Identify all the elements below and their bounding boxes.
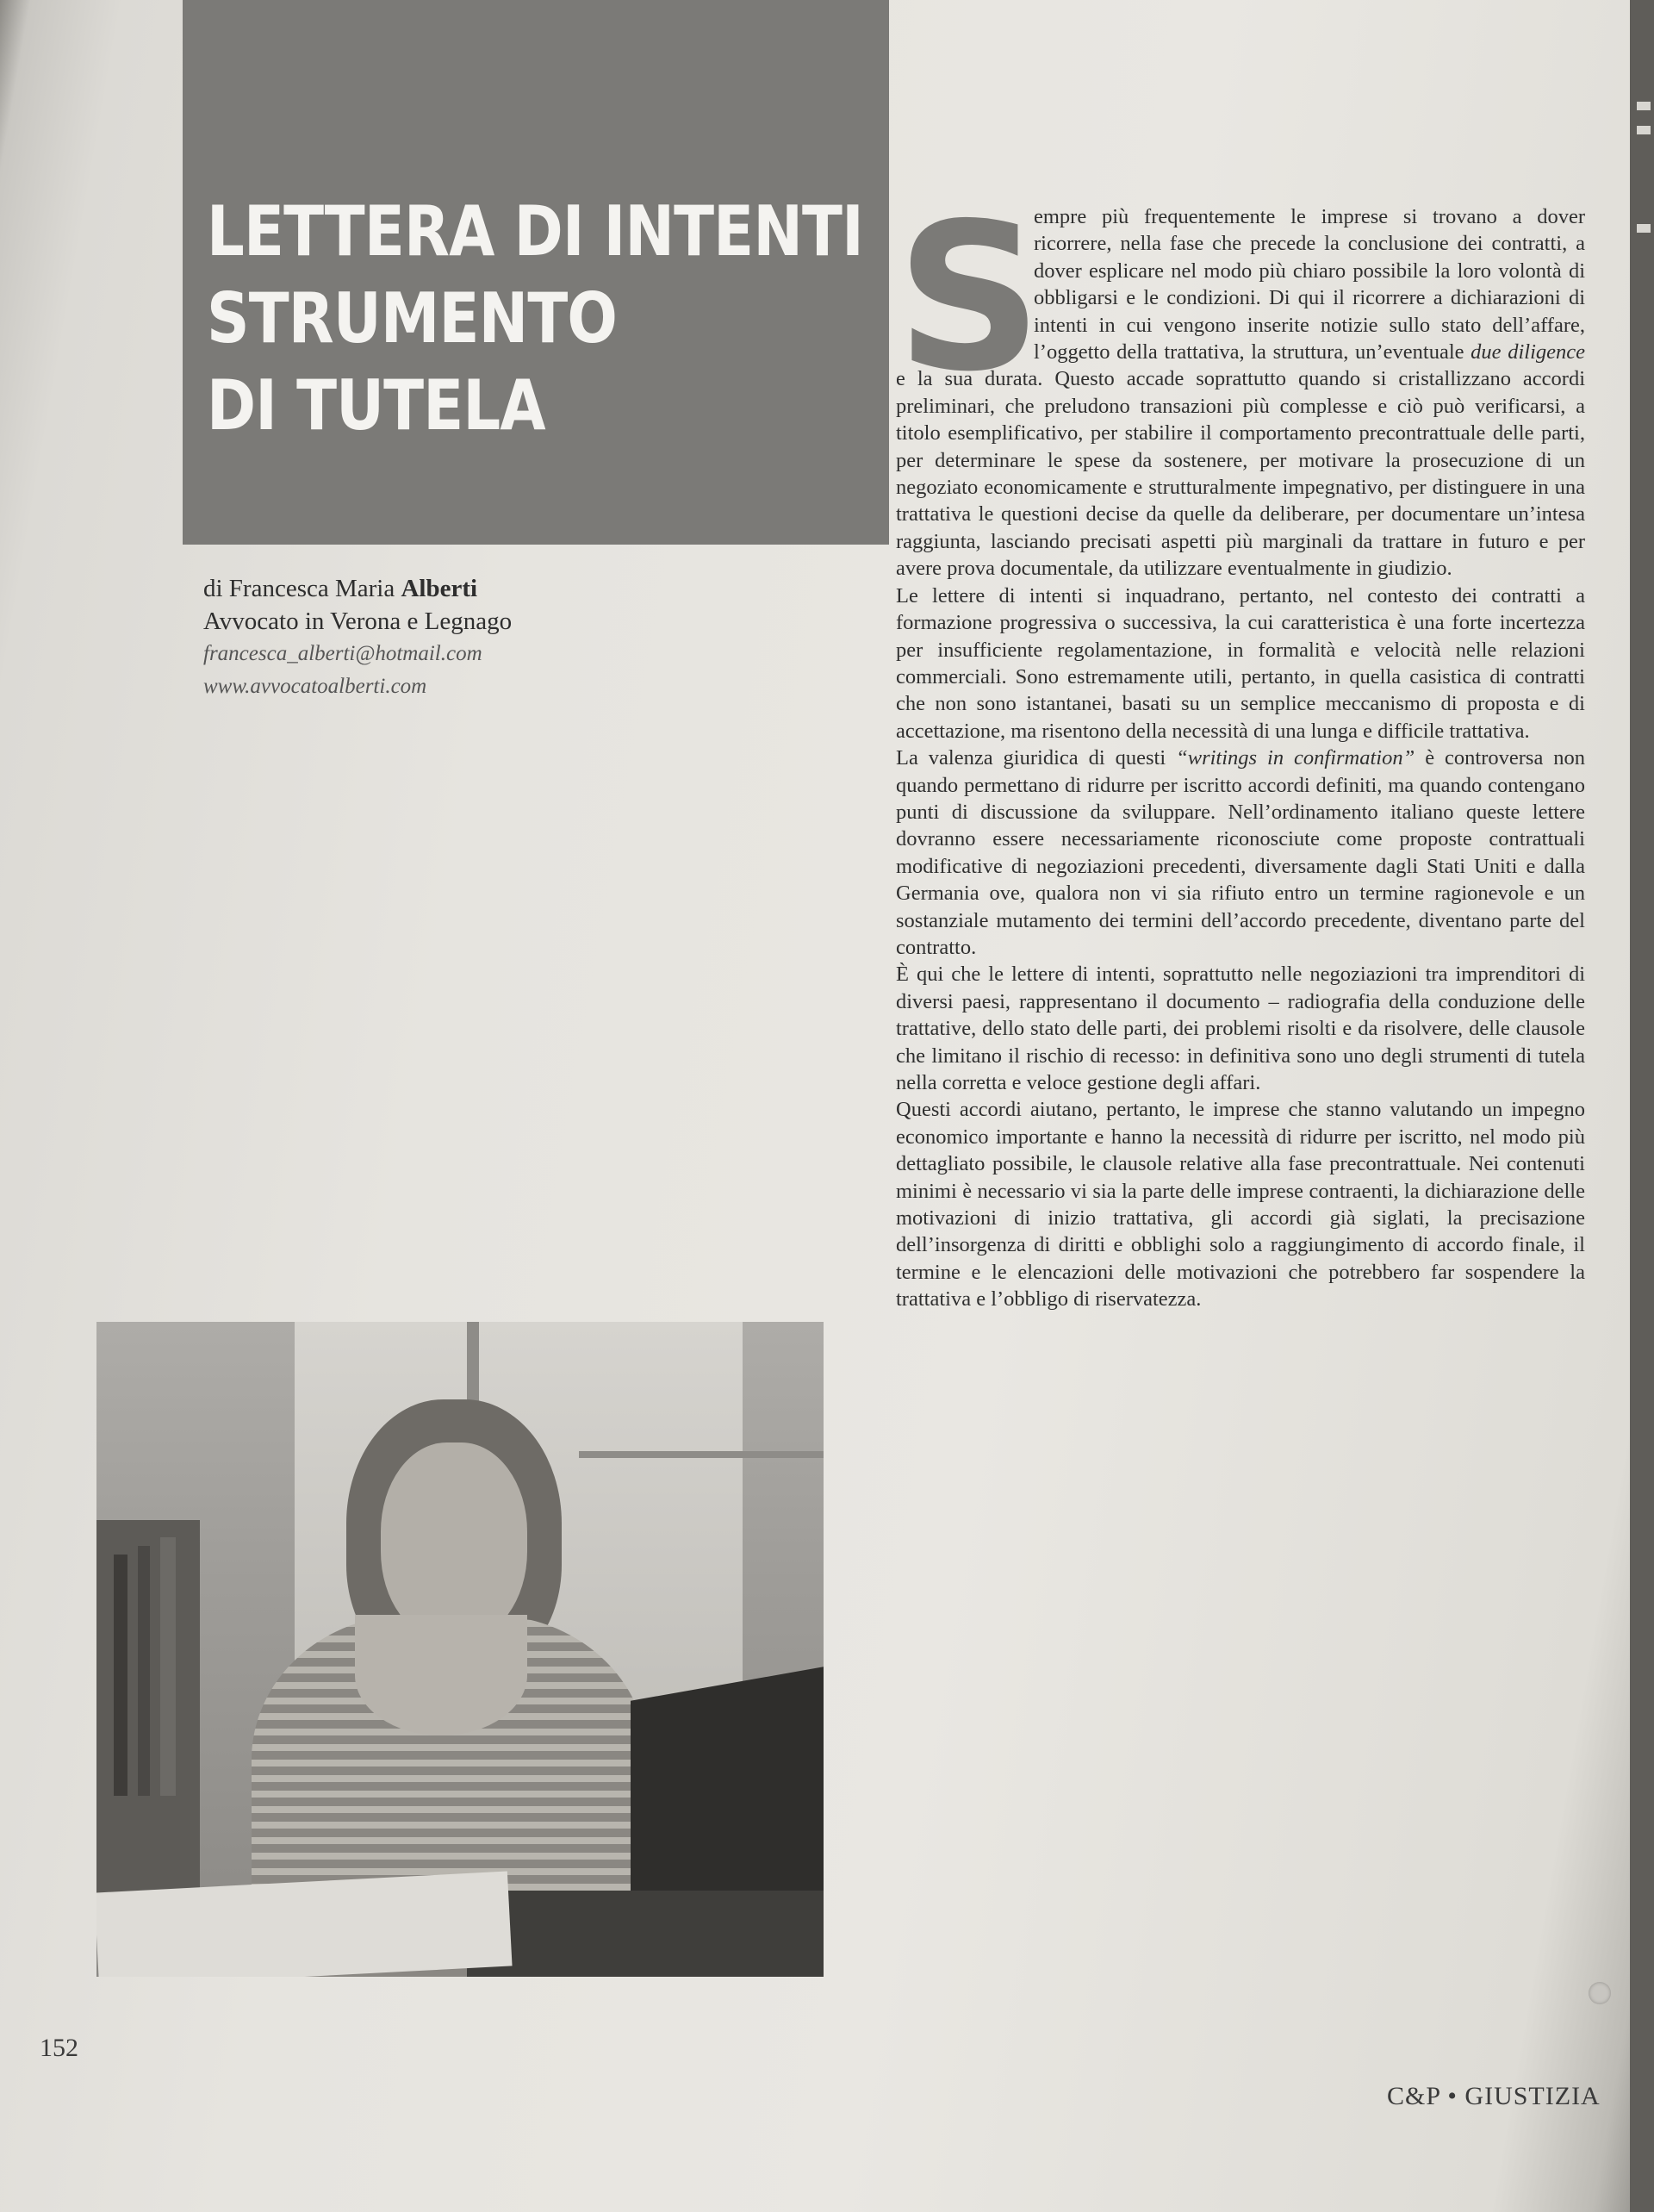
- magazine-name: C&P • GIUSTIZIA: [1387, 2082, 1601, 2110]
- page-number: 152: [40, 2034, 78, 2062]
- paragraph-1: empre più frequentemente le imprese si trovano a dover ricorrere, nella fase che precede la conclusione dei contratti, a dover esplicare nel modo più chiaro possibile la loro volontà di obbligarsi e le condizioni. Di qui il ricorrere a dichiarazioni di intenti in cui vengono inserite notizie sullo stato dell’affare, l’oggetto della trattativa, la struttura, un’eventuale due diligence e la sua durata. Questo accade soprattutto quando si cristallizzano accordi preliminari, che preludono transazioni più complesse e ciò può verificarsi, a titolo esemplificativo, per stabilire il comportamento precontrattuale delle parti, per determinare le spese da sostenere, per motivare la prosecuzione di un negoziato economicamente e strutturalmente impegnativo, per distinguere in una trattativa le questioni decise da quelle da deliberare, per documentare un’intesa raggiunta, lasciando precisati aspetti più marginali da trattare in futuro e per avere prova documentale, da utilizzare eventualmente in giudizio.: [896, 205, 1585, 581]
- article-body: [896, 203, 1585, 1313]
- author-surname: Alberti: [401, 575, 478, 602]
- author-role: Avvocato in Verona e Legnago: [203, 608, 513, 635]
- author-email: francesca_alberti@hotmail.com: [203, 642, 482, 665]
- title-line-2: STRUMENTO: [207, 278, 618, 358]
- author-website: www.avvocatoalberti.com: [203, 675, 427, 698]
- title-line-1: LETTERA DI INTENTI: [207, 191, 863, 271]
- author-line: [203, 572, 686, 605]
- author-prefix: di Francesca Maria: [203, 575, 395, 602]
- title-line-3: DI TUTELA: [207, 365, 545, 446]
- adjacent-page-edge: [1630, 0, 1654, 2212]
- title-block: [183, 0, 889, 545]
- byline: [203, 572, 686, 703]
- drop-cap: S: [896, 179, 1042, 416]
- paragraph-5: Questi accordi aiutano, pertanto, le imprese che stanno valutando un impegno economico importante e hanno la necessità di ridurre per iscritto, nel modo più dettagliato possibile, le clausole relative alla fase precontrattuale. Nei contenuti minimi è necessario vi sia la parte delle imprese contraenti, la dichiarazione delle motivazioni di inizio trattativa, gli accordi già siglati, la precisazione dell’insorgenza di diritti e obblighi solo a raggiungimento di accordo finale, il termine e le elencazioni delle motivazioni che potrebbero far sospendere la trattativa e l’obbligo di riservatezza.: [896, 1098, 1585, 1312]
- portrait-photo: [96, 1322, 824, 1977]
- binding-hole: [1589, 1982, 1611, 2004]
- paragraph-3: La valenza giuridica di questi “writings in confirmation” è controversa non quando permettano di ridurre per iscritto accordi definiti, ma quando contengano punti di discussione da sviluppare. Nell’ordinamento italiano queste lettere dovranno essere necessariamente riconosciute come proposte contrattuali modificative di negoziazioni precedenti, diversamente dagli Stati Uniti e dalla Germania ove, qualora non vi sia rifiuto entro un termine ragionevole e un sostanziale mutamento dei termini dell’accordo precedente, diventano parte del contratto.: [896, 746, 1586, 959]
- paragraph-2: Le lettere di intenti si inquadrano, pertanto, nel contesto dei contratti a formazione progressiva o successiva, la cui caratteristica è una forte incertezza per insufficiente regolamentazione, in formalità e velocità nelle relazioni commerciali. Sono estremamente utili, pertanto, in quella casistica di contratti che non sono istantanei, basati su un semplice meccanismo di proposta e di accettazione, ma risentono della necessità di una lunga e difficile trattativa.: [896, 583, 1585, 743]
- paragraph-4: È qui che le lettere di intenti, soprattutto nelle negoziazioni tra imprenditori di diversi paesi, rappresentano il documento – radiografia della conduzione delle trattative, dello stato delle parti, dei problemi risolti e da risolvere, delle clausole che limitano il rischio di recesso: in definitiva sono uno degli strumenti di tutela nella corretta e veloce gestione degli affari.: [896, 963, 1585, 1094]
- article-title: [207, 188, 863, 449]
